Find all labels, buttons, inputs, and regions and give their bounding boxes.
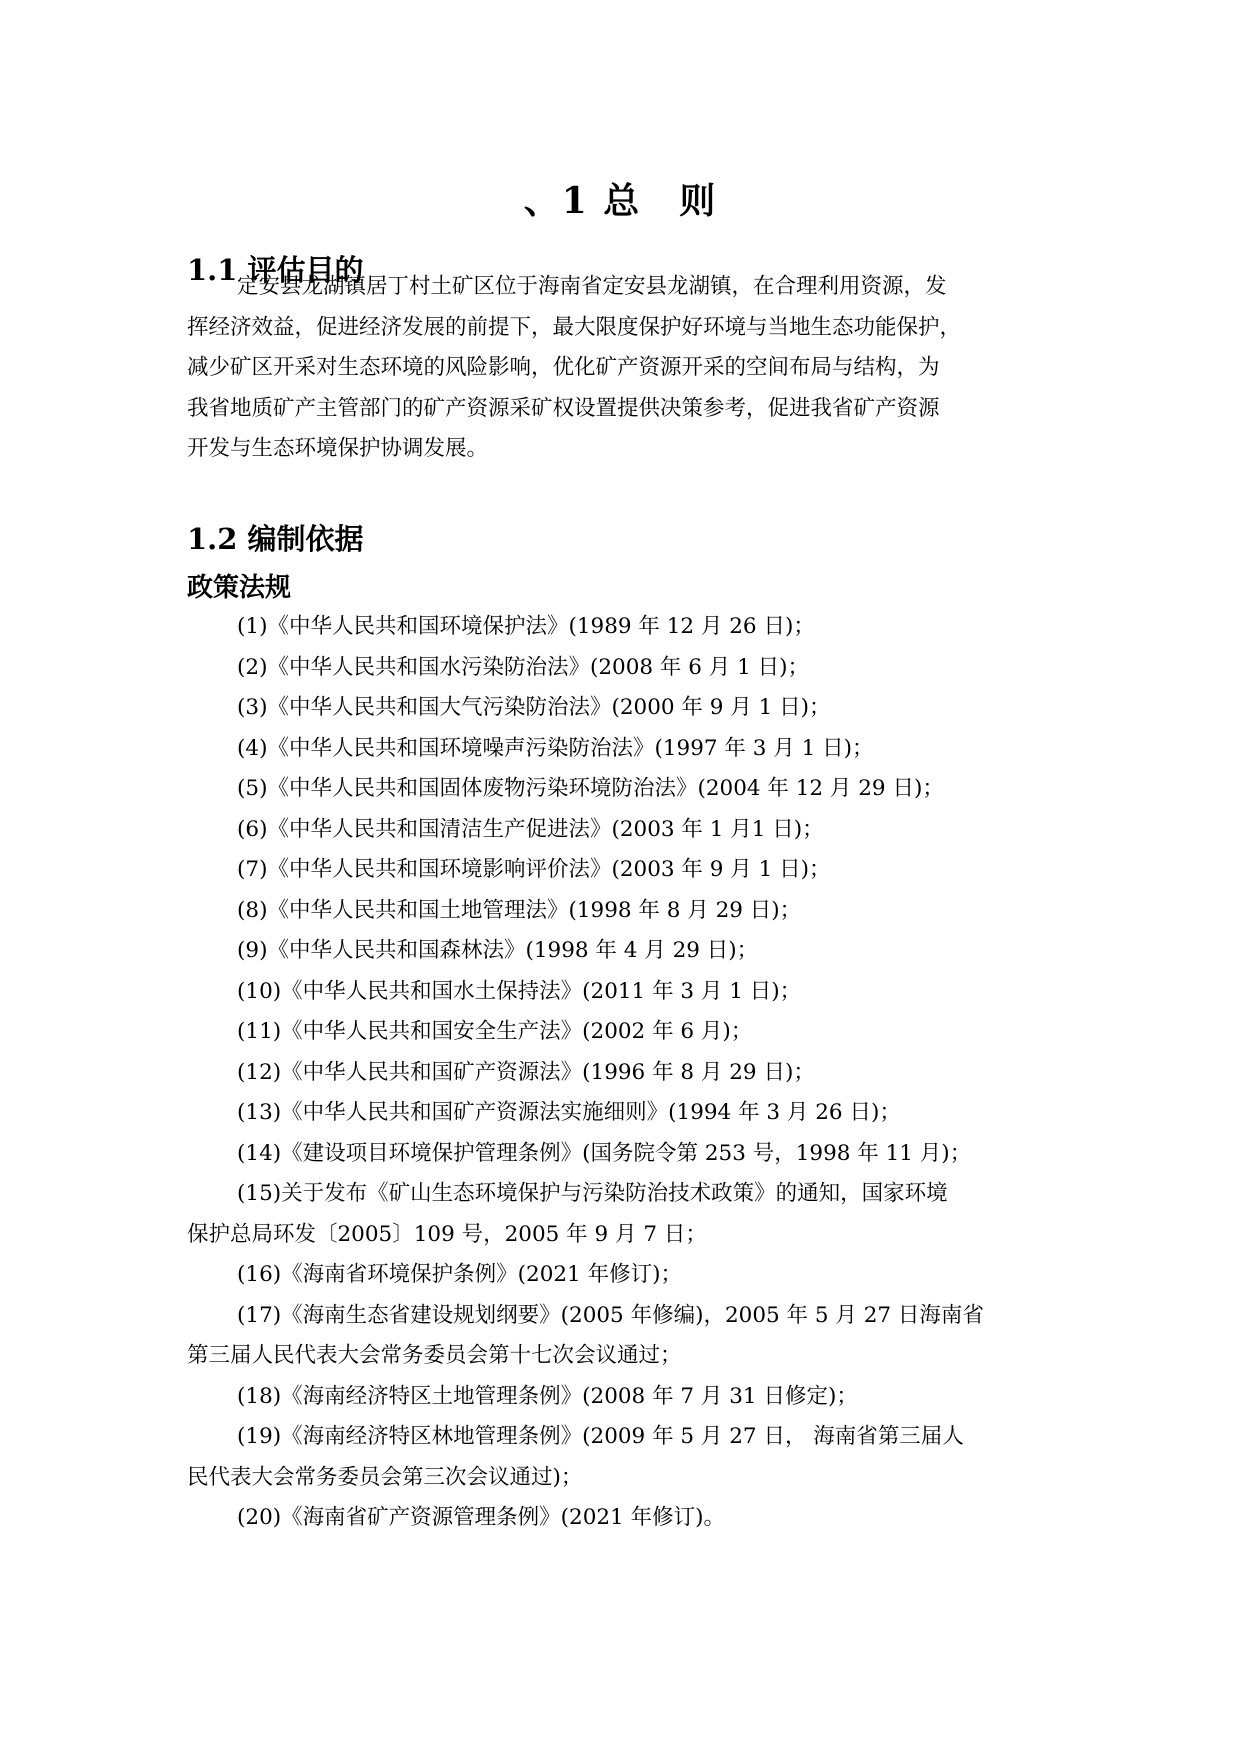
reference-item bbox=[187, 769, 1053, 810]
reference-item bbox=[187, 931, 1053, 972]
reference-item bbox=[187, 1417, 1053, 1498]
reference-item bbox=[187, 1377, 1053, 1418]
reference-line: (12)《中华人民共和国矿产资源法》(1996 年 8 月 29 日)； bbox=[237, 1059, 815, 1085]
section-heading-1-2: 1.2 编制依据 bbox=[187, 522, 364, 556]
reference-line: (17)《海南生态省建设规划纲要》(2005 年修编)，2005 年 5 月 27 日海南省 bbox=[237, 1302, 984, 1328]
paragraph-line: 开发与生态环境保护协调发展。 bbox=[187, 436, 489, 461]
reference-line: (18)《海南经济特区土地管理条例》(2008 年 7 月 31 日修定)； bbox=[237, 1383, 858, 1409]
reference-list bbox=[187, 607, 1053, 1539]
reference-item bbox=[187, 1012, 1053, 1053]
reference-item bbox=[187, 1296, 1053, 1377]
reference-item bbox=[187, 1093, 1053, 1134]
paragraph-line: 挥经济效益，促进经济发展的前提下，最大限度保护好环境与当地生态功能保护， bbox=[187, 314, 962, 340]
reference-line: (9)《中华人民共和国森林法》(1998 年 4 月 29 日)； bbox=[237, 938, 759, 963]
reference-line: (5)《中华人民共和国固体废物污染环境防治法》(2004 年 12 月 29 日)； bbox=[237, 776, 944, 801]
reference-item bbox=[187, 850, 1053, 891]
reference-line: (11)《中华人民共和国安全生产法》(2002 年 6 月)； bbox=[237, 1019, 753, 1044]
reference-line: (19)《海南经济特区林地管理条例》(2009 年 5 月 27 日， 海南省第三届人 bbox=[237, 1424, 964, 1449]
reference-item bbox=[187, 607, 1053, 648]
reference-line: (14)《建设项目环境保护管理条例》(国务院令第 253 号，1998 年 11 月)； bbox=[237, 1140, 972, 1166]
reference-item bbox=[187, 810, 1053, 851]
subsection-heading: 政策法规 bbox=[187, 573, 292, 603]
reference-line: 第三届人民代表大会常务委员会第十七次会议通过； bbox=[187, 1343, 682, 1368]
reference-line: (16)《海南省环境保护条例》(2021 年修订)； bbox=[237, 1262, 682, 1287]
reference-line: (20)《海南省矿产资源管理条例》(2021 年修订)。 bbox=[237, 1505, 725, 1530]
reference-item bbox=[187, 1498, 1053, 1539]
reference-item bbox=[187, 1174, 1053, 1255]
reference-line: (3)《中华人民共和国大气污染防治法》(2000 年 9 月 1 日)； bbox=[237, 695, 831, 720]
reference-item bbox=[187, 972, 1053, 1013]
reference-line: (15)关于发布《矿山生态环境保护与污染防治技术政策》的通知，国家环境 bbox=[237, 1181, 948, 1206]
reference-item bbox=[187, 1053, 1053, 1094]
reference-line: 保护总局环发〔2005〕109 号，2005 年 9 月 7 日； bbox=[187, 1221, 707, 1247]
reference-line: (6)《中华人民共和国清洁生产促进法》(2003 年 1 月1 日)； bbox=[237, 816, 824, 842]
reference-item bbox=[187, 729, 1053, 770]
section-1-1-paragraph bbox=[187, 267, 1053, 470]
reference-line: (4)《中华人民共和国环境噪声污染防治法》(1997 年 3 月 1 日)； bbox=[237, 735, 874, 761]
reference-line: (13)《中华人民共和国矿产资源法实施细则》(1994 年 3 月 26 日)； bbox=[237, 1100, 901, 1125]
paragraph-line: 减少矿区开采对生态环境的风险影响，优化矿产资源开采的空间布局与结构，为 bbox=[187, 355, 940, 380]
reference-item bbox=[187, 648, 1053, 689]
reference-line: (7)《中华人民共和国环境影响评价法》(2003 年 9 月 1 日)； bbox=[237, 857, 831, 882]
reference-item bbox=[187, 1255, 1053, 1296]
reference-item bbox=[187, 891, 1053, 932]
reference-line: (2)《中华人民共和国水污染防治法》(2008 年 6 月 1 日)； bbox=[237, 654, 809, 680]
reference-line: (10)《中华人民共和国水土保持法》(2011 年 3 月 1 日)； bbox=[237, 978, 802, 1004]
paragraph-line: 我省地质矿产主管部门的矿产资源采矿权设置提供决策参考，促进我省矿产资源 bbox=[187, 395, 940, 421]
paragraph-line: 定安县龙湖镇居丁村土矿区位于海南省定安县龙湖镇，在合理利用资源，发 bbox=[237, 274, 947, 299]
reference-item bbox=[187, 1134, 1053, 1175]
reference-line: (8)《中华人民共和国土地管理法》(1998 年 8 月 29 日)； bbox=[237, 897, 802, 923]
chapter-title: 、1 总 则 bbox=[523, 180, 718, 222]
section-heading-1-1: 1.1 评估目的 bbox=[187, 253, 364, 287]
reference-item bbox=[187, 688, 1053, 729]
reference-line: 民代表大会常务委员会第三次会议通过)； bbox=[187, 1464, 583, 1490]
reference-line: (1)《中华人民共和国环境保护法》(1989 年 12 月 26 日)； bbox=[237, 614, 815, 639]
